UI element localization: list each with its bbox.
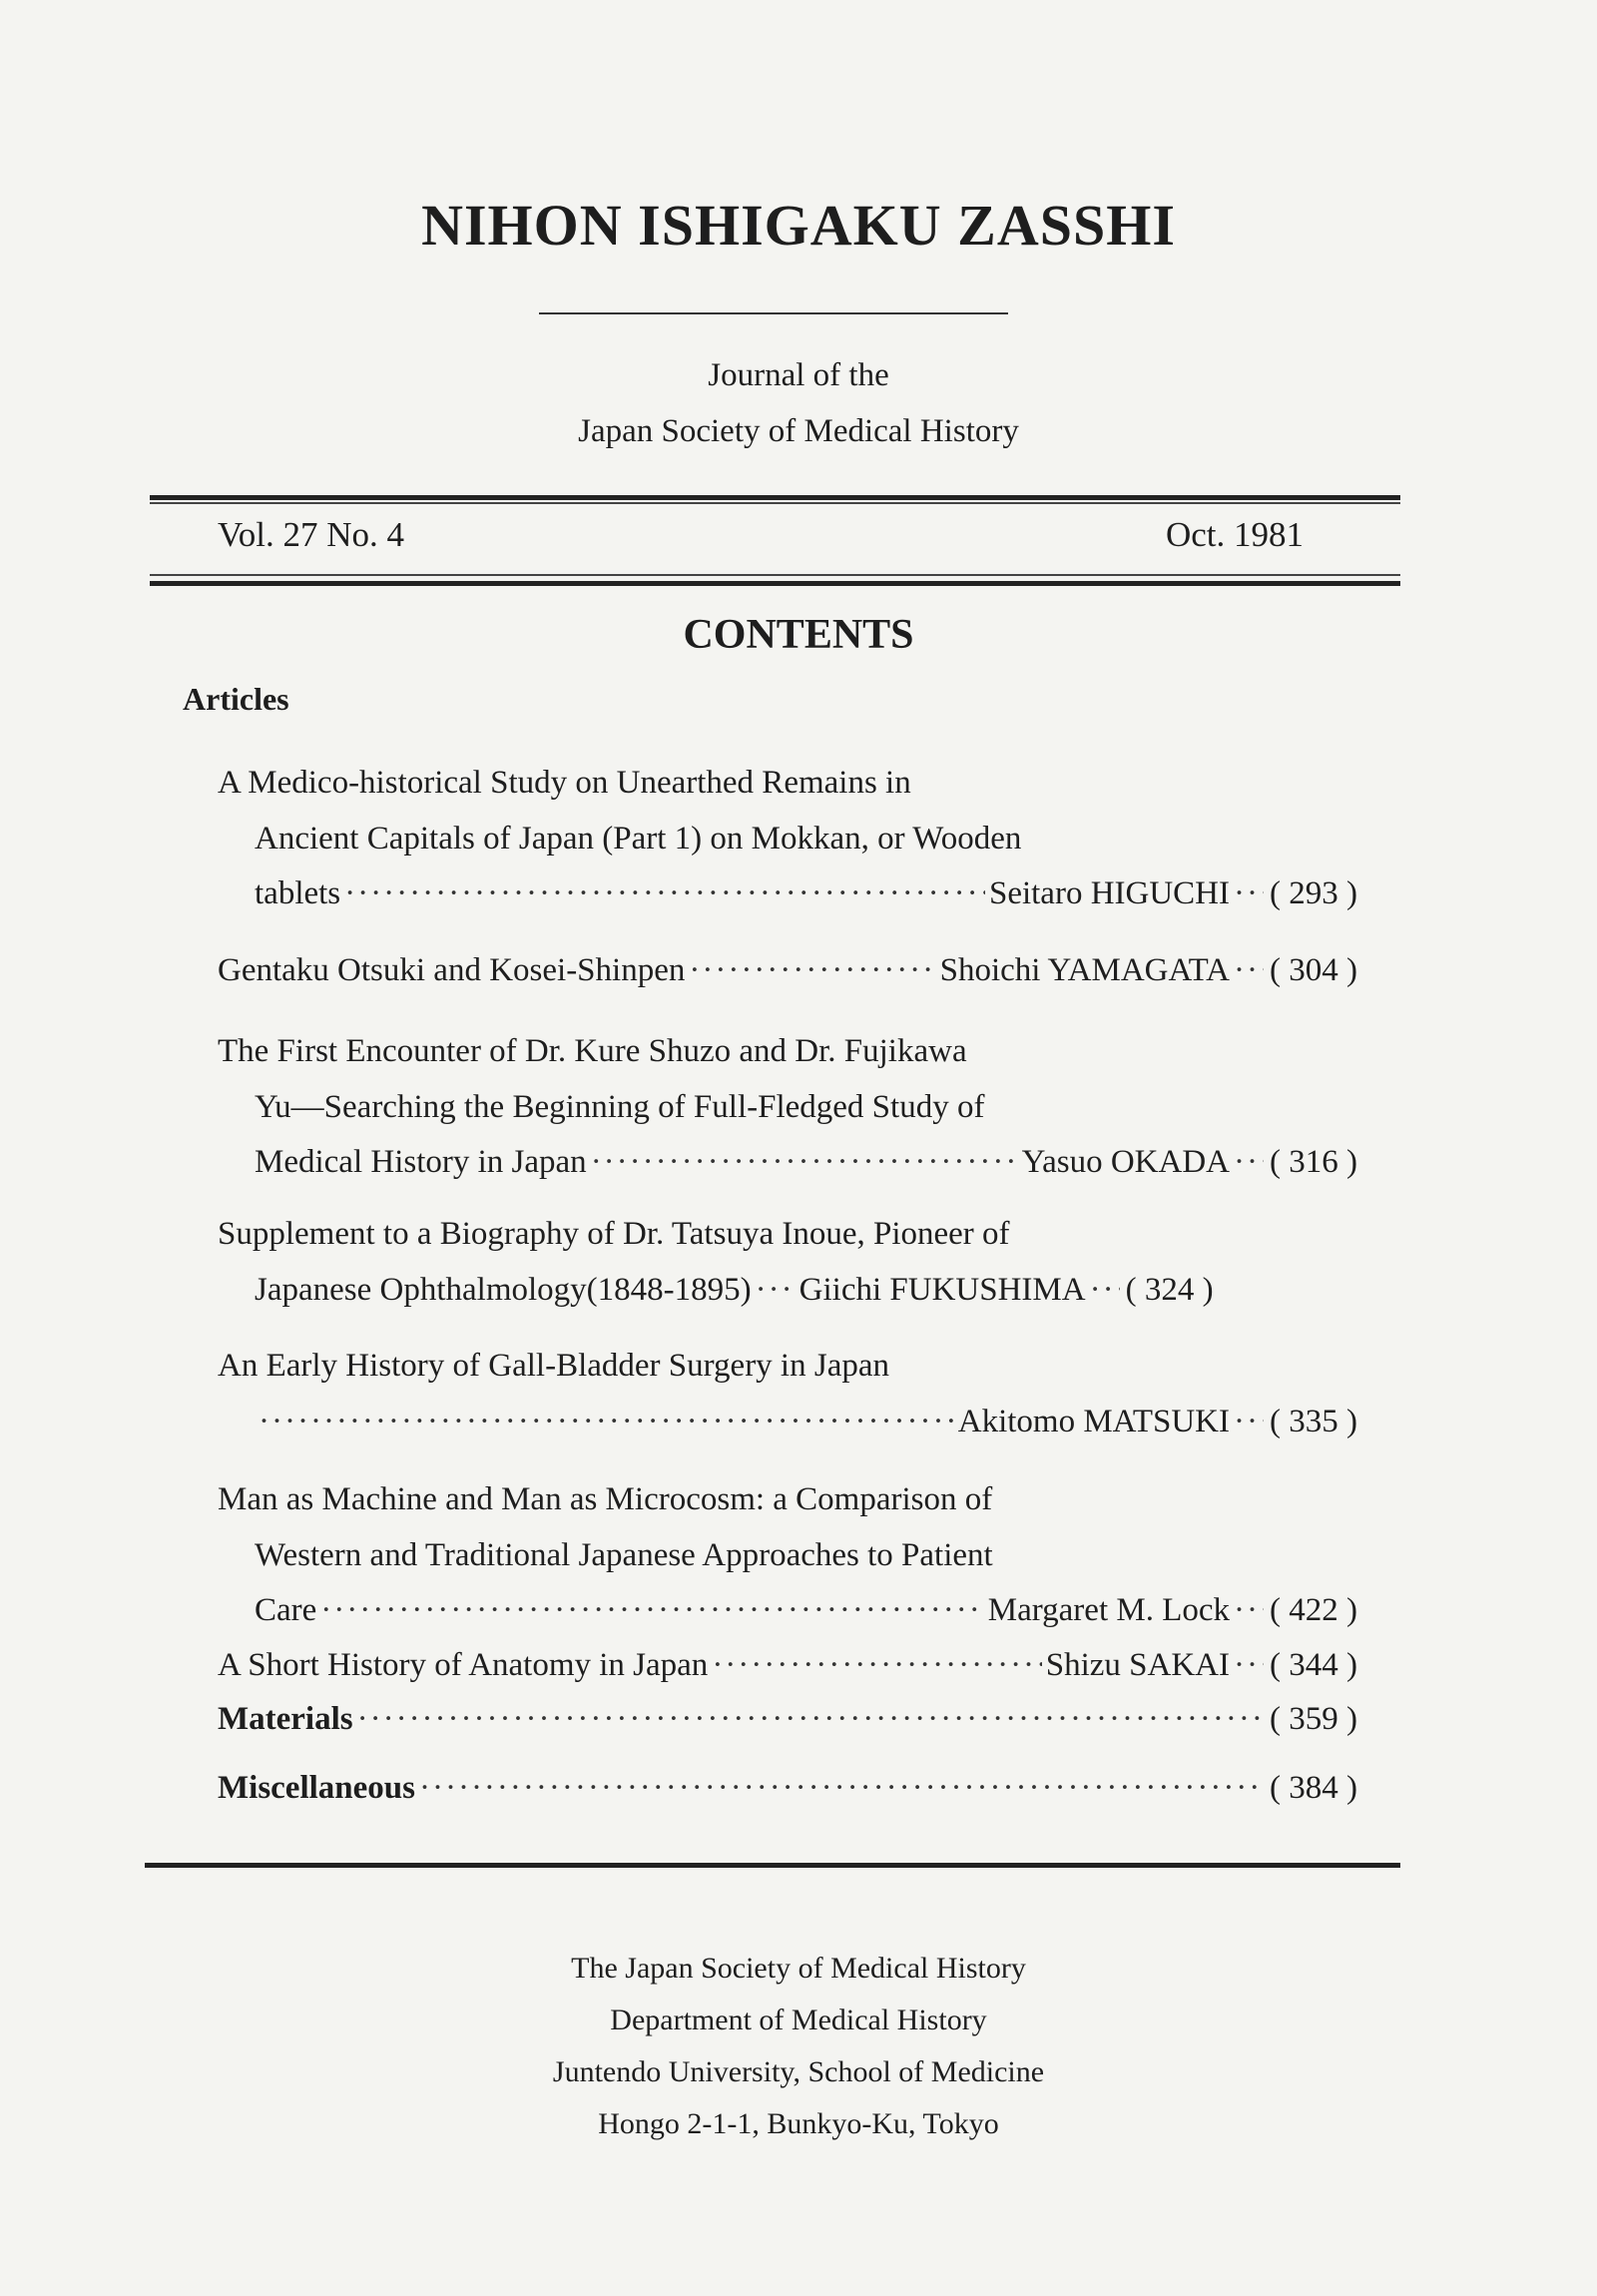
journal-subtitle-line2: Japan Society of Medical History [578,413,1019,449]
article-author: Seitaro HIGUCHI [988,875,1231,911]
toc-leader-row [255,875,1357,912]
journal-title: NIHON ISHIGAKU ZASSHI [421,193,1176,258]
article-title-line: A Short History of Anatomy in Japan [218,1647,709,1683]
article-title-line: Ancient Capitals of Japan (Part 1) on Mokkan, or Wooden [255,821,1022,857]
publisher-name: The Japan Society of Medical History [571,1952,1026,1985]
article-author: Margaret M. Lock [987,1592,1231,1628]
footer-rule [145,1863,1400,1868]
section-heading-materials: Materials [218,1701,353,1737]
publisher-address: Hongo 2-1-1, Bunkyo-Ku, Tokyo [598,2107,999,2140]
dot-leader [320,1592,983,1629]
article-author: Giichi FUKUSHIMA [798,1272,1086,1308]
dot-leader [1234,1404,1264,1440]
dot-leader [689,952,935,989]
dot-leader [1234,1647,1264,1684]
dot-leader [756,1272,796,1309]
dot-leader [1234,875,1264,912]
dot-leader [1090,1272,1120,1309]
dot-leader [357,1701,1264,1738]
article-title-line: Supplement to a Biography of Dr. Tatsuya Inoue, Pioneer of [218,1216,1010,1252]
article-title-line: Western and Traditional Japanese Approaches to Patient [255,1537,993,1573]
dot-leader [591,1144,1018,1181]
article-title-line: tablets [255,875,341,911]
issue-volume: Vol. 27 No. 4 [218,515,405,554]
page-number: ( 335 ) [1270,1404,1357,1439]
toc-leader-row [218,1701,1357,1738]
article-title-line: Gentaku Otsuki and Kosei-Shinpen [218,952,686,988]
page-number: ( 324 ) [1125,1272,1214,1308]
article-title-line: Care [255,1592,317,1628]
article-title-line: Medical History in Japan [255,1144,587,1180]
dot-leader [1234,1592,1264,1629]
issue-top-rule-thin [150,502,1400,504]
article-title-line: An Early History of Gall-Bladder Surgery in Japan [218,1348,889,1384]
article-author: Shoichi YAMAGATA [939,952,1231,988]
issue-bottom-rule-thin [150,574,1400,576]
article-title-line: The First Encounter of Dr. Kure Shuzo and Dr. Fujikawa [218,1033,967,1069]
page-number: ( 304 ) [1270,952,1357,988]
page-number: ( 344 ) [1270,1647,1357,1683]
toc-leader-row [218,1647,1357,1684]
dot-leader [1234,1144,1264,1181]
article-author: Akitomo MATSUKI [957,1404,1231,1439]
toc-leader-row [218,952,1357,989]
toc-leader-row [218,1770,1357,1807]
dot-leader [344,875,985,912]
page-number: ( 316 ) [1270,1144,1357,1180]
section-heading-miscellaneous: Miscellaneous [218,1770,415,1806]
dot-leader [712,1647,1041,1684]
issue-top-rule [150,495,1400,500]
article-title-line: Japanese Ophthalmology(1848-1895) [255,1272,752,1308]
page-number: ( 293 ) [1270,875,1357,911]
article-title-line: Yu—Searching the Beginning of Full-Fledged Study of [255,1089,985,1125]
dot-leader [419,1770,1264,1807]
toc-leader-row [255,1592,1357,1629]
toc-leader-row [255,1404,1357,1440]
publisher-institution: Juntendo University, School of Medicine [552,2055,1045,2088]
article-author: Yasuo OKADA [1021,1144,1231,1180]
article-title-line: A Medico-historical Study on Unearthed Remains in [218,765,911,801]
contents-heading: CONTENTS [683,612,914,658]
section-heading-articles: Articles [183,681,289,717]
article-author: Shizu SAKAI [1045,1647,1231,1683]
issue-date: Oct. 1981 [1166,515,1305,554]
article-title-line: Man as Machine and Man as Microcosm: a Comparison of [218,1481,993,1517]
dot-leader [1234,952,1264,989]
dot-leader [259,1404,954,1440]
toc-leader-row [255,1272,1357,1309]
publisher-department: Department of Medical History [610,2004,987,2036]
page-number: ( 422 ) [1270,1592,1357,1628]
page-number: ( 384 ) [1270,1770,1357,1806]
issue-bottom-rule [150,581,1400,586]
toc-leader-row [255,1144,1357,1181]
journal-subtitle-line1: Journal of the [708,357,889,393]
page-number: ( 359 ) [1270,1701,1357,1737]
title-divider [539,312,1008,314]
